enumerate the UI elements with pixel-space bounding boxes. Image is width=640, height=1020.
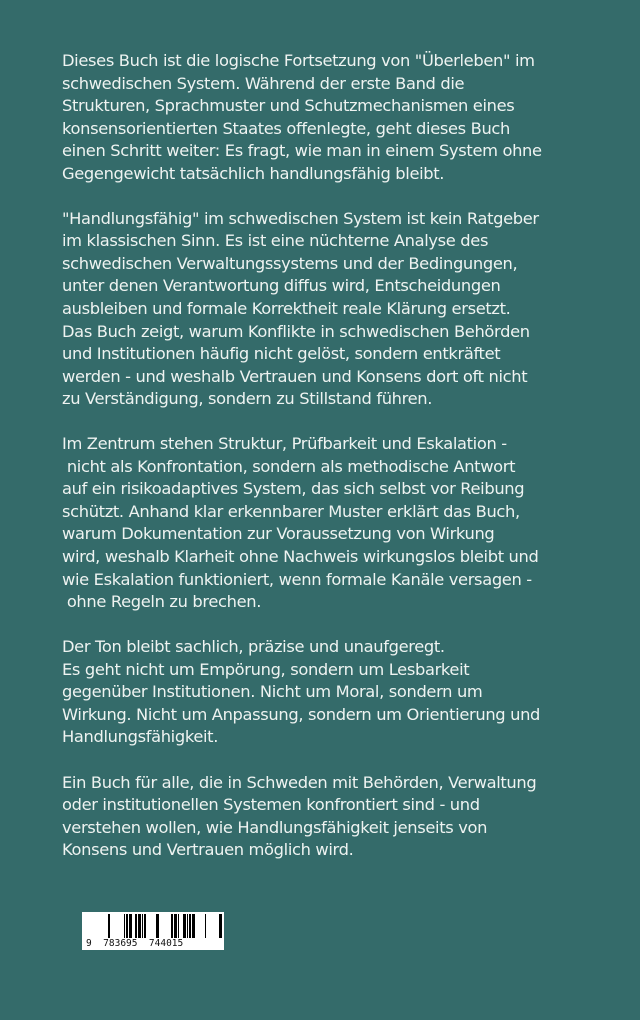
barcode-bar bbox=[138, 914, 141, 938]
back-cover-blurb bbox=[62, 50, 632, 884]
text-line: wie Eskalation funktioniert, wenn formale Kanäle versagen - bbox=[62, 569, 532, 589]
text-line: Strukturen, Sprachmuster und Schutzmechanismen eines bbox=[62, 96, 515, 116]
text-line: einen Schritt weiter: Es fragt, wie man in einem System ohne bbox=[62, 141, 542, 161]
barcode-bar bbox=[192, 914, 195, 938]
text-line: Handlungsfähigkeit. bbox=[62, 727, 219, 747]
barcode-bar bbox=[178, 914, 179, 938]
barcode-bar bbox=[171, 914, 173, 938]
text-line: konsensorientierten Staates offenlegte, geht dieses Buch bbox=[62, 118, 510, 138]
text-line: schützt. Anhand klar erkennbarer Muster erklärt das Buch, bbox=[62, 501, 520, 521]
barcode-bar bbox=[187, 914, 188, 938]
paragraph bbox=[62, 50, 632, 185]
barcode-bar bbox=[174, 914, 177, 938]
text-line: im klassischen Sinn. Es ist eine nüchterne Analyse des bbox=[62, 231, 489, 251]
text-line: werden - und weshalb Vertrauen und Konsens dort oft nicht bbox=[62, 366, 528, 386]
text-line: Im Zentrum stehen Struktur, Prüfbarkeit und Eskalation - bbox=[62, 434, 507, 454]
barcode-bar bbox=[205, 914, 206, 938]
text-line: ohne Regeln zu brechen. bbox=[62, 592, 262, 612]
text-line: schwedischen System. Während der erste Band die bbox=[62, 73, 465, 93]
text-line: Konsens und Vertrauen möglich wird. bbox=[62, 840, 354, 860]
text-line: Der Ton bleibt sachlich, präzise und unaufgeregt. bbox=[62, 637, 445, 657]
text-line: und Institutionen häufig nicht gelöst, sondern entkräftet bbox=[62, 344, 501, 364]
text-line: Gegengewicht tatsächlich handlungsfähig bleibt. bbox=[62, 163, 445, 183]
paragraph bbox=[62, 636, 632, 749]
text-line: verstehen wollen, wie Handlungsfähigkeit jenseits von bbox=[62, 817, 488, 837]
paragraph bbox=[62, 208, 632, 411]
text-line: schwedischen Verwaltungssystems und der Bedingungen, bbox=[62, 253, 518, 273]
barcode-bar bbox=[129, 914, 132, 938]
paragraph bbox=[62, 433, 632, 613]
barcode-bar bbox=[126, 914, 128, 938]
text-line: Wirkung. Nicht um Anpassung, sondern um Orientierung und bbox=[62, 704, 541, 724]
barcode-bar bbox=[156, 914, 159, 938]
text-line: warum Dokumentation zur Voraussetzung von Wirkung bbox=[62, 524, 495, 544]
text-line: gegenüber Institutionen. Nicht um Moral, sondern um bbox=[62, 682, 483, 702]
text-line: oder institutionellen Systemen konfrontiert sind - und bbox=[62, 795, 480, 815]
text-line: Es geht nicht um Empörung, sondern um Lesbarkeit bbox=[62, 659, 470, 679]
text-line: auf ein risikoadaptives System, das sich selbst vor Reibung bbox=[62, 479, 525, 499]
text-line: Dieses Buch ist die logische Fortsetzung von "Überleben" im bbox=[62, 51, 535, 70]
barcode-bar bbox=[124, 914, 125, 938]
barcode-bar bbox=[144, 914, 146, 938]
barcode-bar bbox=[183, 914, 186, 938]
barcode-bars bbox=[102, 914, 222, 938]
barcode-bar bbox=[142, 914, 143, 938]
text-line: Ein Buch für alle, die in Schweden mit Behörden, Verwaltung bbox=[62, 772, 537, 792]
isbn-number: 9 783695 744015 bbox=[86, 938, 184, 949]
barcode-bar bbox=[219, 914, 222, 938]
barcode-bar bbox=[135, 914, 137, 938]
barcode-bar bbox=[108, 914, 110, 938]
text-line: wird, weshalb Klarheit ohne Nachweis wirkungslos bleibt und bbox=[62, 547, 539, 567]
paragraph bbox=[62, 772, 632, 862]
text-line: Das Buch zeigt, warum Konflikte in schwedischen Behörden bbox=[62, 321, 530, 341]
text-line: nicht als Konfrontation, sondern als methodische Antwort bbox=[62, 456, 516, 476]
barcode-bar bbox=[189, 914, 191, 938]
text-line: ausbleiben und formale Korrektheit reale Klärung ersetzt. bbox=[62, 299, 511, 319]
text-line: "Handlungsfähig" im schwedischen System ist kein Ratgeber bbox=[62, 208, 539, 228]
text-line: unter denen Verantwortung diffus wird, Entscheidungen bbox=[62, 276, 501, 296]
isbn-barcode bbox=[82, 912, 224, 950]
text-line: zu Verständigung, sondern zu Stillstand führen. bbox=[62, 389, 433, 409]
